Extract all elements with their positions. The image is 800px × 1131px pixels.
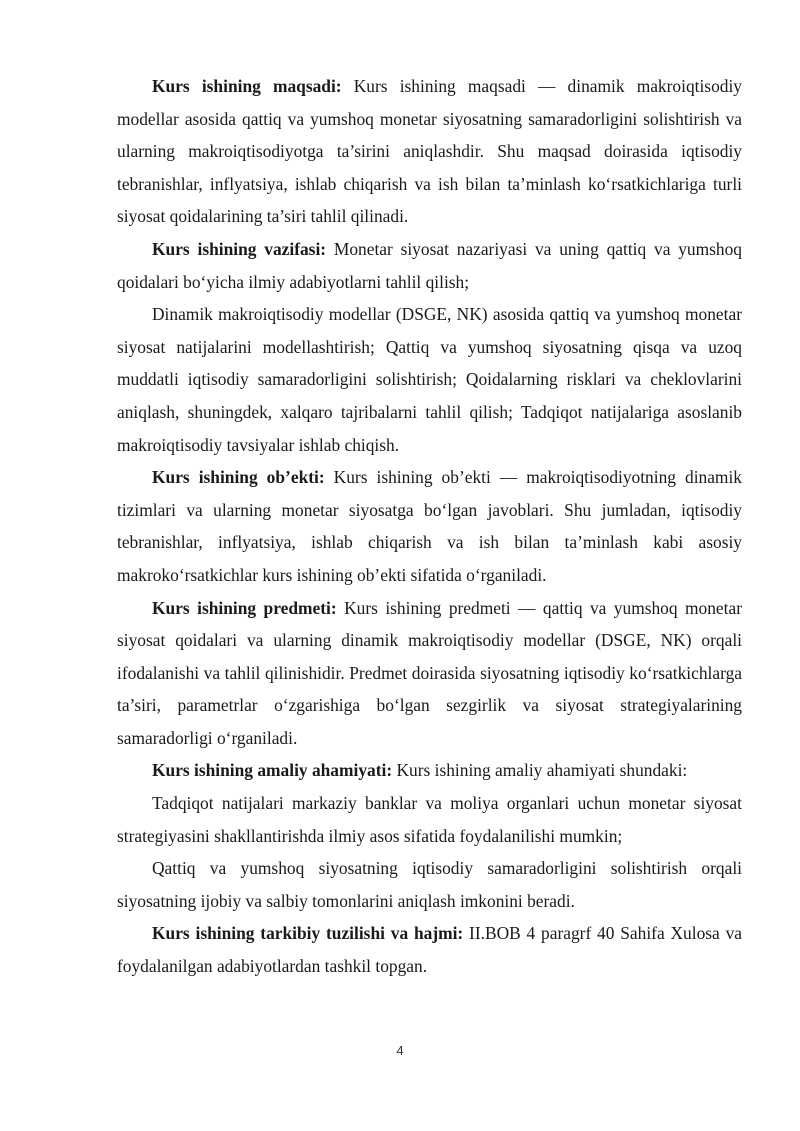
- heading-tuzilishi: Kurs ishining tarkibiy tuzilishi va hajmi:: [152, 923, 464, 944]
- heading-maqsadi: Kurs ishining maqsadi:: [152, 76, 342, 96]
- text-maqsadi: Kurs ishining maqsadi — dinamik makroiqtisodiy modellar asosida qattiq va yumshoq monetar siyosatning samaradorligini solishtirish va ularning makroiqtisodiyotga ta’sirini aniqlashdir. Shu maqsad doirasida iqtisodiy tebranishlar, inflyatsiya, ishlab chiqarish va ish bilan ta’minlash ko‘rsatkichlariga turli siyosat qoidalarining ta’siri tahlil qilinadi.: [117, 76, 742, 227]
- text-amaliy-ahamiyati: Kurs ishining amaliy ahamiyati shundaki:: [392, 760, 688, 781]
- paragraph-predmeti: [117, 592, 742, 755]
- heading-predmeti: Kurs ishining predmeti:: [152, 597, 337, 618]
- paragraph-obekti: [117, 461, 742, 591]
- paragraph-amaliy-ahamiyati: [117, 754, 742, 787]
- text-obekti: Kurs ishining ob’ekti — makroiqtisodiyotning dinamik tizimlari va ularning monetar siyosatga bo‘lgan javoblari. Shu jumladan, iqtisodiy tebranishlar, inflyatsiya, ishlab chiqarish va ish bilan ta’minlash kabi asosiy makroko‘rsatkichlar kurs ishining ob’ekti sifatida o‘rganiladi.: [117, 467, 742, 585]
- paragraph-ahamiyat-item-2: [117, 852, 742, 917]
- text-ahamiyat-item-2: Qattiq va yumshoq siyosatning iqtisodiy samaradorligini solishtirish orqali siyosatning ijobiy va salbiy tomonlarini aniqlash imkonini beradi.: [117, 858, 742, 911]
- heading-vazifasi: Kurs ishining vazifasi:: [152, 238, 327, 259]
- paragraph-tuzilishi: [117, 917, 742, 982]
- text-vazifasi-list: Dinamik makroiqtisodiy modellar (DSGE, NK) asosida qattiq va yumshoq monetar siyosat natijalarini modellashtirish; Qattiq va yumshoq siyosatning qisqa va uzoq muddatli iqtisodiy samaradorligini solishtirish; Qoidalarning risklari va cheklovlarini aniqlash, shuningdek, xalqaro tajribalarni tahlil qilish; Tadqiqot natijalariga asoslanib makroiqtisodiy tavsiyalar ishlab chiqish.: [117, 304, 742, 455]
- paragraph-maqsadi: [117, 70, 742, 233]
- text-ahamiyat-item-1: Tadqiqot natijalari markaziy banklar va moliya organlari uchun monetar siyosat strategiyasini shakllantirishda ilmiy asos sifatida foydalanilishi mumkin;: [117, 793, 742, 846]
- document-page: [117, 70, 742, 983]
- paragraph-vazifasi: [117, 233, 742, 298]
- text-predmeti: Kurs ishining predmeti — qattiq va yumshoq monetar siyosat qoidalari va ularning dinamik makroiqtisodiy modellar (DSGE, NK) orqali ifodalanishi va tahlil qilinishidir. Predmet doirasida siyosatning iqtisodiy ko‘rsatkichlarga ta’siri, parametrlar o‘zgarishiga bo‘lgan sezgirlik va siyosat strategiyalarining samaradorligi o‘rganiladi.: [117, 597, 742, 748]
- page-number: 4: [396, 1043, 404, 1058]
- heading-obekti: Kurs ishining ob’ekti:: [152, 467, 325, 488]
- text-tuzilishi: II.BOB 4 paragrf 40 Sahifa Xulosa va foydalanilgan adabiyotlardan tashkil topgan.: [117, 923, 742, 977]
- heading-amaliy-ahamiyati: Kurs ishining amaliy ahamiyati:: [152, 760, 393, 781]
- paragraph-vazifasi-list: [117, 298, 742, 461]
- text-vazifasi: Monetar siyosat nazariyasi va uning qattiq va yumshoq qoidalari bo‘yicha ilmiy adabiyotlarni tahlil qilish;: [117, 238, 742, 292]
- paragraph-ahamiyat-item-1: [117, 787, 742, 852]
